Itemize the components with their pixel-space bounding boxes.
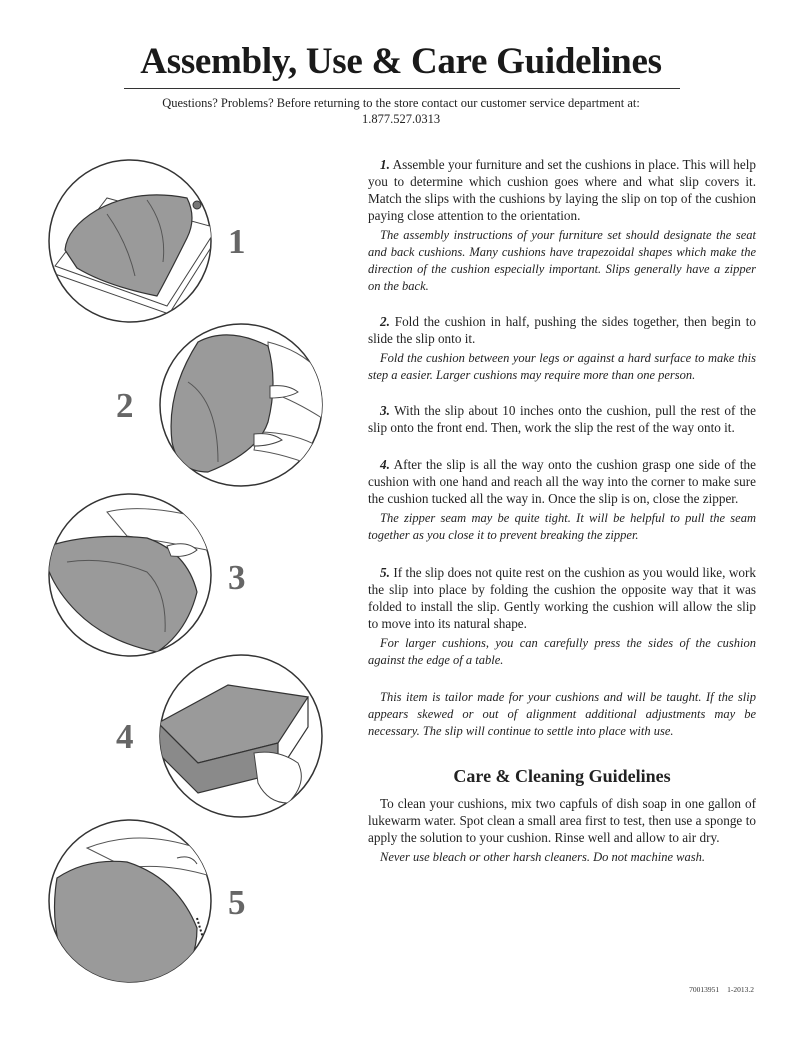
care-text: To clean your cushions, mix two capfuls of dish soap in one gallon of lukewarm water. Spot clean a small area first to test, then use a sponge to apply the solution to your cushion. Rinse well and allow to air dry. (368, 796, 756, 845)
revision: 1-2013.2 (727, 985, 754, 994)
pulling-slip-icon (47, 492, 213, 658)
step-5-text: 5. If the slip does not quite rest on the cushion as you would like, work the slip into place by folding the cushion the opposite way that it was folded to install the slip. Gently working the cushion will allow the slip to move into its natural shape. (368, 565, 756, 631)
step-number-2: 2 (116, 386, 134, 425)
step-number-5: 5 (228, 883, 246, 922)
folding-cushion-icon (158, 322, 324, 488)
figure-step-2 (158, 322, 324, 488)
contact-info (0, 95, 802, 127)
step-3-text: 3. With the slip about 10 inches onto the cushion, pull the rest of the slip onto the front end. Then, work the slip the rest of the way onto it. (368, 403, 756, 435)
step-5-note: For larger cushions, you can carefully press the sides of the cushion against the edge of a table. (368, 636, 756, 667)
step-number-4: 4 (116, 717, 134, 756)
step-2 (368, 313, 756, 384)
figure-step-1 (47, 158, 213, 324)
step-1 (368, 156, 756, 295)
page-title: Assembly, Use & Care Guidelines (140, 41, 662, 82)
step-1-number: 1. (380, 157, 390, 172)
care-note: Never use bleach or other harsh cleaners. Do not machine wash. (380, 850, 705, 864)
step-number-3: 3 (228, 558, 246, 597)
contact-phone: 1.877.527.0313 (361, 112, 441, 126)
step-4-note: The zipper seam may be quite tight. It will be helpful to pull the seam together as you close it to prevent breaking the zipper. (368, 511, 756, 542)
step-1-note: The assembly instructions of your furniture set should designate the seat and back cushions. Many cushions have trapezoidal shapes which make the direction of the cushion especially important. Slips generally have a zipper on the back. (368, 228, 756, 293)
step-1-text: 1. Assemble your furniture and set the cushions in place. This will help you to determine which cushion goes where and what slip covers it. Match the slips with the cushions by laying the slip on top of the cushion paying close attention to the orientation. (368, 157, 756, 223)
instructions-column (368, 156, 756, 866)
tailor-note: This item is tailor made for your cushions and will be taught. If the slip appears skewed or out of alignment additional adjustments may be necessary. The slip will continue to settle into place with use. (368, 690, 756, 738)
step-number-1: 1 (228, 222, 246, 261)
step-5-number: 5. (380, 565, 390, 580)
step-5 (368, 564, 756, 669)
tucking-corner-icon (158, 653, 324, 819)
part-number: 70013951 (689, 985, 720, 994)
closing-zipper-icon (47, 818, 213, 984)
contact-message: Questions? Problems? Before returning to the store contact our customer service department at: (162, 96, 640, 110)
step-2-number: 2. (380, 314, 390, 329)
step-3-number: 3. (380, 403, 390, 418)
care-heading: Care & Cleaning Guidelines (453, 766, 671, 786)
figure-step-3 (47, 492, 213, 658)
figure-step-5 (47, 818, 213, 984)
step-4 (368, 456, 756, 544)
step-2-note: Fold the cushion between your legs or against a hard surface to make this step a easier. Larger cushions may require more than one person. (368, 351, 756, 382)
step-2-text: 2. Fold the cushion in half, pushing the sides together, then begin to slide the slip onto it. (368, 314, 756, 346)
cushion-with-slip-icon (47, 158, 213, 324)
document-id (681, 985, 754, 994)
figure-step-4 (158, 653, 324, 819)
step-3 (368, 402, 756, 436)
step-4-number: 4. (380, 457, 390, 472)
step-4-text: 4. After the slip is all the way onto the cushion grasp one side of the cushion with one hand and reach all the way into the corner to make sure the cushion tucked all the way in. Once the slip is on, close the zipper. (368, 457, 756, 506)
title-divider (124, 88, 680, 89)
